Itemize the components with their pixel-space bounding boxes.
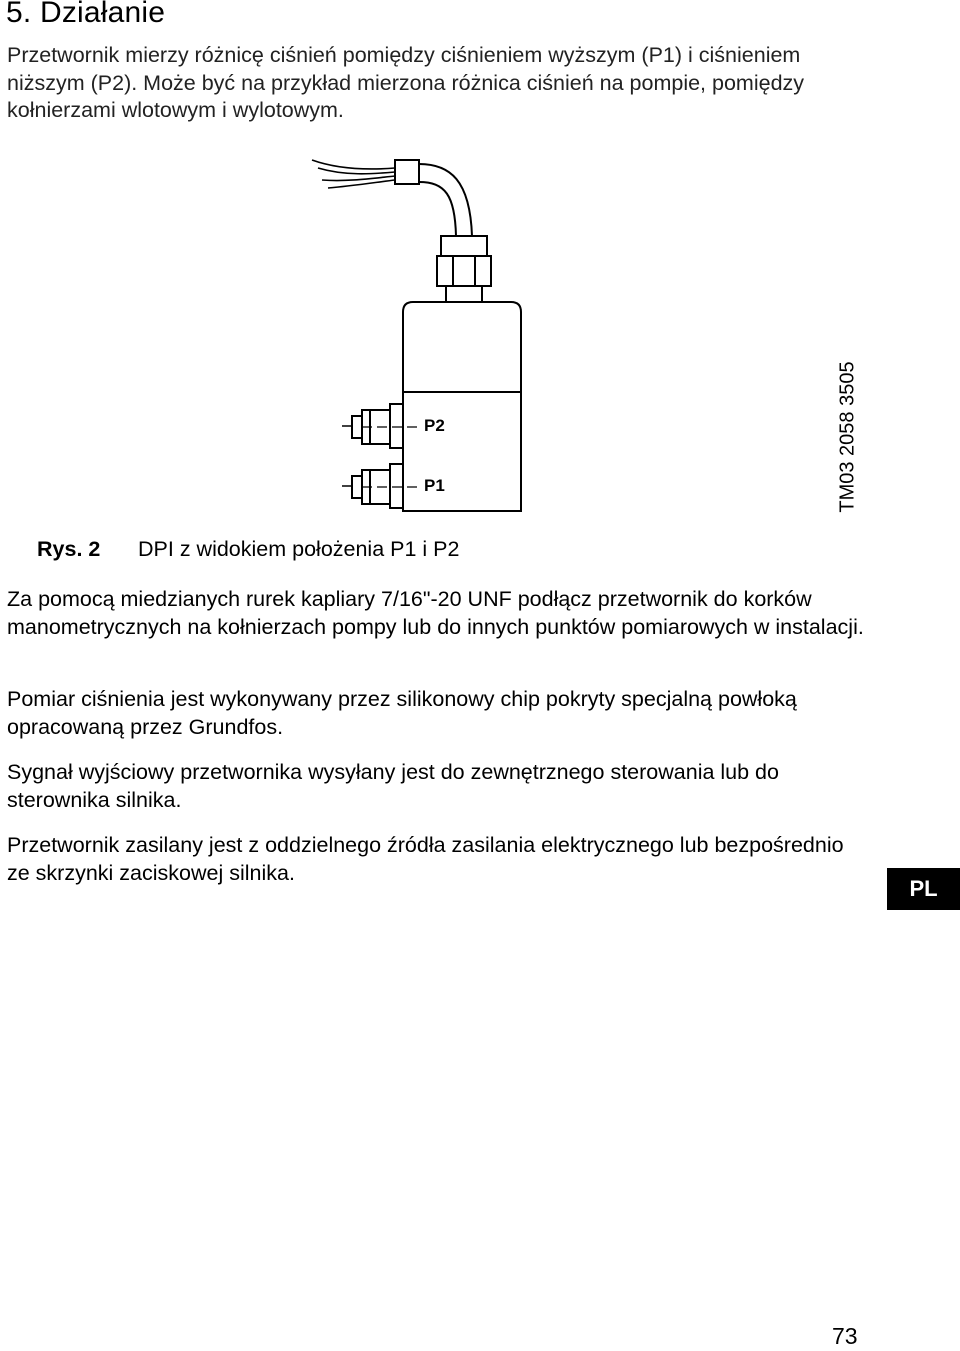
cable-gland [437,236,491,302]
section-heading: 5. Działanie [6,0,166,29]
cable-wires [312,160,395,188]
label-p2: P2 [424,416,445,435]
figure-caption-number: Rys. 2 [37,537,101,561]
label-p1: P1 [424,476,445,495]
page-number: 73 [832,1323,858,1349]
cable [419,164,472,236]
port-p1 [342,464,418,508]
paragraph-measurement: Pomiar ciśnienia jest wykonywany przez silikonowy chip pokryty specjalną powłoką opracowaną przez Grundfos. [7,687,797,739]
figure-caption-text: DPI z widokiem położenia P1 i P2 [138,537,460,561]
drawing-code: TM03 2058 3505 [836,361,859,513]
paragraph-power-supply: Przetwornik zasilany jest z oddzielnego źródła zasilania elektrycznego lub bezpośrednio ze skrzynki zaciskowej silnika. [7,833,844,885]
cable-sleeve [395,160,419,184]
paragraph-capillary: Za pomocą miedzianych rurek kapliary 7/16"-20 UNF podłącz przetwornik do korków manometrycznych na kołnierzach pompy lub do innych punktów pomiarowych w instalacji. [7,587,864,639]
sensor-housing [403,302,521,511]
dpi-sensor-drawing [300,150,560,520]
paragraph-output-signal: Sygnał wyjściowy przetwornika wysyłany jest do zewnętrznego sterowania lub do sterownika silnika. [7,760,779,812]
port-p2 [342,404,418,448]
language-tab: PL [887,868,960,910]
intro-paragraph: Przetwornik mierzy różnicę ciśnień pomiędzy ciśnieniem wyższym (P1) i ciśnieniem niższym (P2). Może być na przykład mierzona różnica ciśnień na pompie, pomiędzy kołnierzami wlotowym i wylotowym. [7,43,805,122]
